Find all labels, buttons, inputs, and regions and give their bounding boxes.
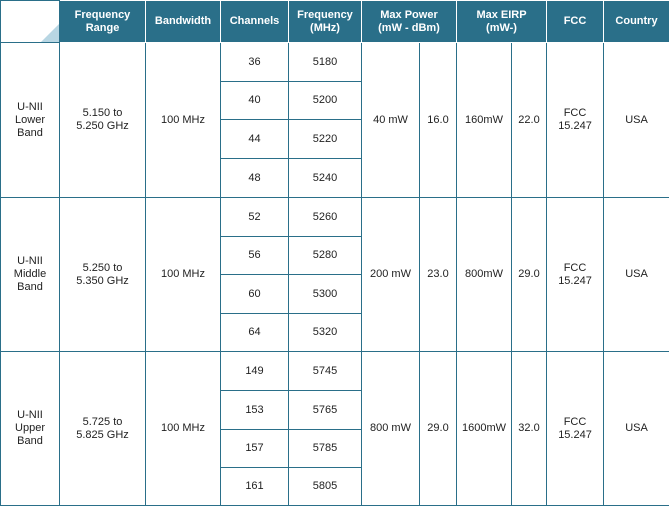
header-bandwidth: Bandwidth bbox=[146, 1, 221, 43]
channel-frequency-cell: 5180 bbox=[289, 43, 362, 82]
corner-cell bbox=[1, 1, 60, 43]
band-name-cell: U-NII Middle Band bbox=[1, 198, 60, 352]
channel-cell: 153 bbox=[221, 391, 289, 430]
channel-frequency-cell: 5785 bbox=[289, 430, 362, 468]
channel-frequency-cell: 5745 bbox=[289, 352, 362, 391]
channel-frequency-cell: 5805 bbox=[289, 468, 362, 506]
table-row bbox=[1, 43, 669, 82]
table-row bbox=[1, 198, 669, 237]
max-power-dbm-cell: 29.0 bbox=[420, 352, 457, 506]
band-range-cell: 5.250 to 5.350 GHz bbox=[60, 198, 146, 352]
channel-cell: 149 bbox=[221, 352, 289, 391]
channel-cell: 48 bbox=[221, 159, 289, 198]
channel-cell: 64 bbox=[221, 314, 289, 352]
channel-frequency-cell: 5765 bbox=[289, 391, 362, 430]
header-max-power: Max Power (mW - dBm) bbox=[362, 1, 457, 43]
channel-cell: 52 bbox=[221, 198, 289, 237]
band-name-cell: U-NII Lower Band bbox=[1, 43, 60, 198]
channel-frequency-cell: 5200 bbox=[289, 82, 362, 120]
fcc-cell: FCC 15.247 bbox=[547, 43, 604, 198]
header-country: Country bbox=[604, 1, 669, 43]
header-frequency-range: Frequency Range bbox=[60, 1, 146, 43]
channel-frequency-cell: 5280 bbox=[289, 237, 362, 275]
channel-frequency-cell: 5220 bbox=[289, 120, 362, 159]
header-fcc: FCC bbox=[547, 1, 604, 43]
band-bandwidth-cell: 100 MHz bbox=[146, 43, 221, 198]
channel-cell: 36 bbox=[221, 43, 289, 82]
channel-cell: 44 bbox=[221, 120, 289, 159]
channel-frequency-cell: 5240 bbox=[289, 159, 362, 198]
max-eirp-mw-cell: 1600mW bbox=[457, 352, 512, 506]
max-power-dbm-cell: 23.0 bbox=[420, 198, 457, 352]
channel-cell: 56 bbox=[221, 237, 289, 275]
header-max-eirp: Max EIRP (mW-) bbox=[457, 1, 547, 43]
channel-frequency-cell: 5260 bbox=[289, 198, 362, 237]
max-power-mw-cell: 800 mW bbox=[362, 352, 420, 506]
header-channels: Channels bbox=[221, 1, 289, 43]
max-power-mw-cell: 40 mW bbox=[362, 43, 420, 198]
channel-cell: 161 bbox=[221, 468, 289, 506]
fcc-cell: FCC 15.247 bbox=[547, 352, 604, 506]
band-bandwidth-cell: 100 MHz bbox=[146, 352, 221, 506]
header-row bbox=[1, 1, 669, 43]
channel-cell: 40 bbox=[221, 82, 289, 120]
max-eirp-value-cell: 32.0 bbox=[512, 352, 547, 506]
max-power-mw-cell: 200 mW bbox=[362, 198, 420, 352]
channel-frequency-cell: 5300 bbox=[289, 275, 362, 314]
table-row bbox=[1, 352, 669, 391]
max-eirp-mw-cell: 800mW bbox=[457, 198, 512, 352]
channel-cell: 157 bbox=[221, 430, 289, 468]
fcc-cell: FCC 15.247 bbox=[547, 198, 604, 352]
max-eirp-value-cell: 22.0 bbox=[512, 43, 547, 198]
max-eirp-mw-cell: 160mW bbox=[457, 43, 512, 198]
max-power-dbm-cell: 16.0 bbox=[420, 43, 457, 198]
band-name-cell: U-NII Upper Band bbox=[1, 352, 60, 506]
header-frequency-mhz: Frequency (MHz) bbox=[289, 1, 362, 43]
band-bandwidth-cell: 100 MHz bbox=[146, 198, 221, 352]
band-range-cell: 5.725 to 5.825 GHz bbox=[60, 352, 146, 506]
country-cell: USA bbox=[604, 198, 669, 352]
channel-frequency-cell: 5320 bbox=[289, 314, 362, 352]
country-cell: USA bbox=[604, 43, 669, 198]
country-cell: USA bbox=[604, 352, 669, 506]
band-range-cell: 5.150 to 5.250 GHz bbox=[60, 43, 146, 198]
channel-cell: 60 bbox=[221, 275, 289, 314]
max-eirp-value-cell: 29.0 bbox=[512, 198, 547, 352]
